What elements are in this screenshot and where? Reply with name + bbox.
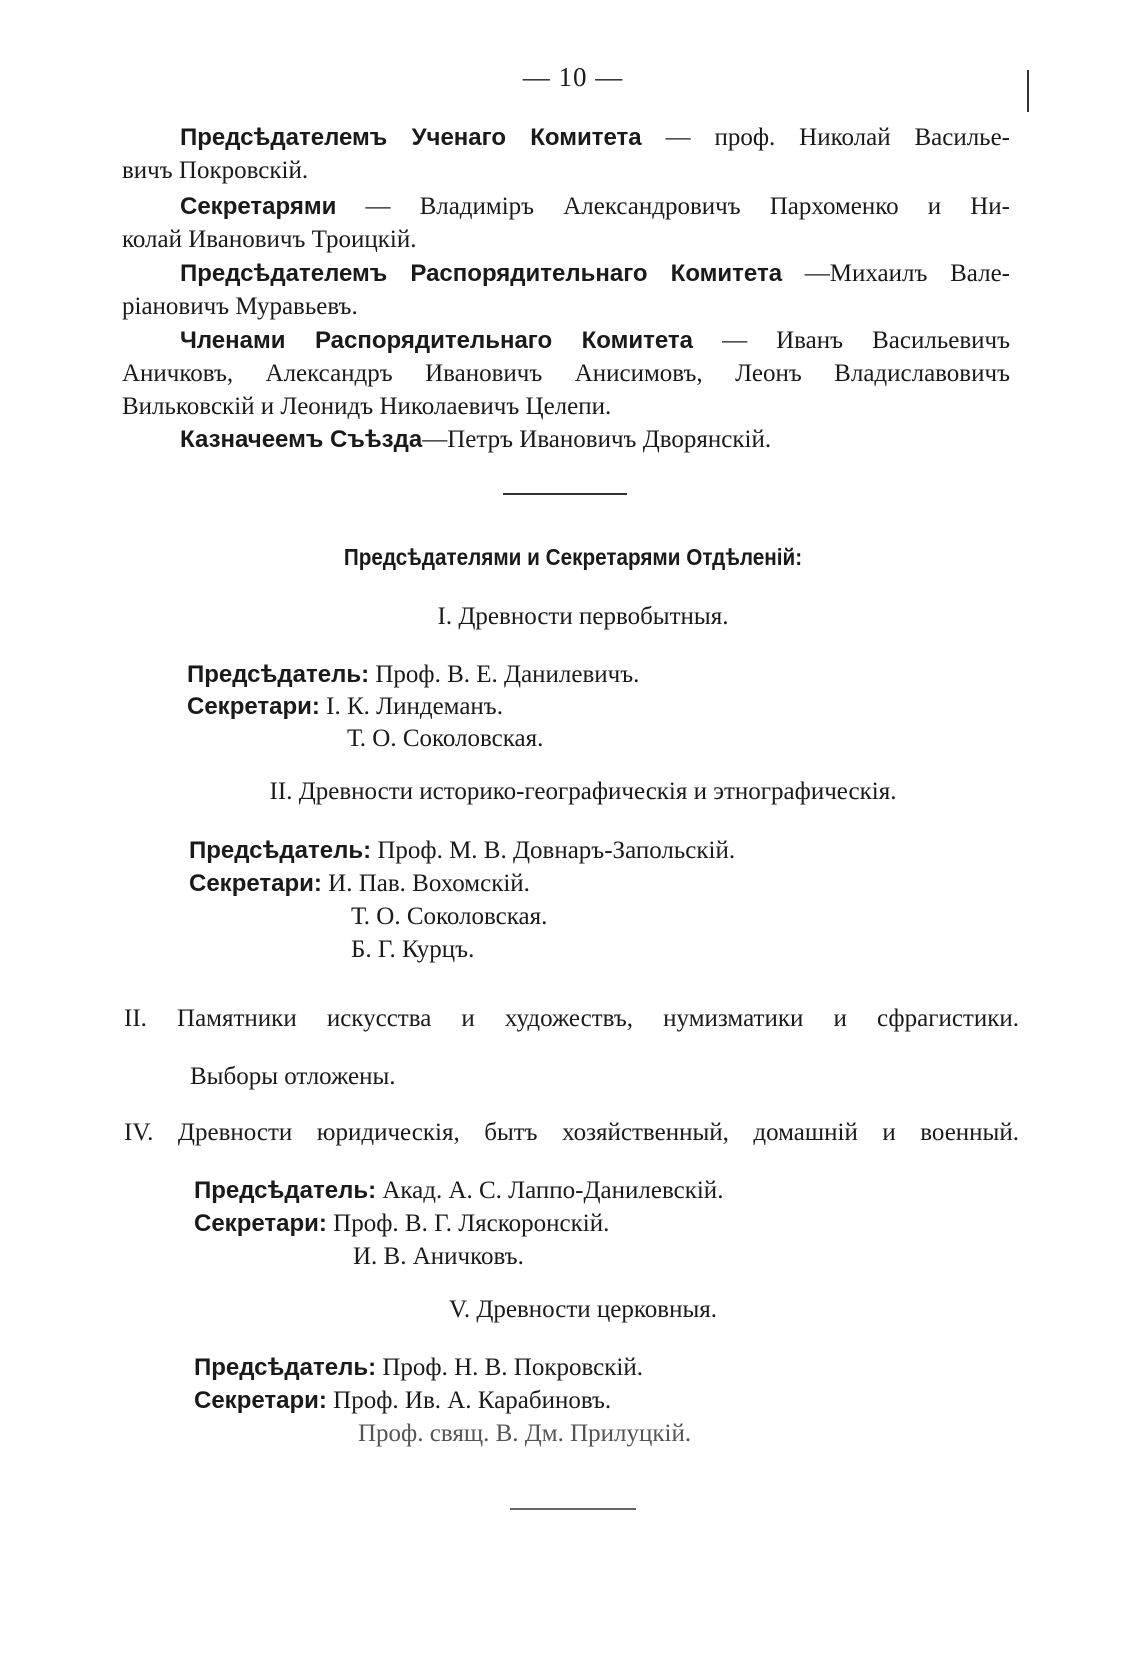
section-4-chair-label: Предсѣдатель: [194, 1177, 377, 1204]
section-4-title: IV. Древности юридическія, бытъ хозяйственный, домашній и военный. [124, 1119, 1019, 1146]
secretaries-line-1 [180, 191, 1010, 223]
sections-heading: Предсѣдателями и Секретарями Отдѣленій: [343, 544, 803, 570]
section-4-secretary-name: Проф. В. Г. Ляскоронскій. [333, 1210, 610, 1237]
section-2-chair [189, 835, 735, 867]
chair-admin-line-1 [180, 258, 1010, 290]
section-1-secretaries-label: Секретари: [187, 693, 320, 720]
section-3-title: II. Памятники искусства и художествъ, нумизматики и сфрагистики. [124, 1005, 1019, 1032]
members-admin-label: Членами Распорядительнаго Комитета [180, 327, 693, 354]
section-5-secretaries-label: Секретари: [194, 1387, 327, 1414]
section-4-secretary-1 [194, 1208, 609, 1240]
section-2-secretary-1 [189, 868, 530, 900]
section-4-chair [194, 1175, 723, 1207]
margin-mark [1027, 70, 1029, 112]
section-5-secretary-2: Проф. свящ. В. Дм. Прилуцкій. [358, 1420, 692, 1447]
members-admin-text: — Иванъ Васильевичъ [722, 327, 1011, 354]
section-5-chair [194, 1352, 643, 1384]
chair-scholarly-text: — проф. Николай Василье- [665, 124, 1011, 151]
chair-admin-text: —Михаилъ Вале- [804, 260, 1011, 287]
section-4-secretary-2: И. В. Аничковъ. [353, 1243, 524, 1270]
secretaries-text: — Владиміръ Александровичъ Пархоменко и Ни- [365, 193, 1010, 220]
section-2-secretary-2: Т. О. Соколовская. [351, 903, 548, 930]
section-5-secretary-1 [194, 1385, 611, 1417]
section-2-title: II. Древности историко-географическія и этнографическія. [269, 778, 897, 805]
section-1-chair-name: Проф. В. Е. Данилевичъ. [375, 661, 640, 688]
section-1-chair-label: Предсѣдатель: [187, 661, 370, 688]
chair-scholarly-line-2: вичъ Покровскій. [122, 157, 309, 184]
section-2-chair-label: Предсѣдатель: [189, 837, 372, 864]
treasurer-text: —Петръ Ивановичъ Дворянскій. [422, 426, 772, 453]
treasurer-label: Казначеемъ Съѣзда [180, 426, 423, 453]
chair-admin-line-2: ріановичъ Муравьевъ. [122, 293, 358, 320]
secretaries-label: Секретарями [180, 193, 337, 220]
chair-admin-label: Предсѣдателемъ Распорядительнаго Комитета [180, 260, 783, 287]
treasurer-line [180, 424, 771, 456]
section-1-title: I. Древности первобытныя. [437, 603, 729, 630]
section-divider [503, 493, 627, 495]
section-1-chair [187, 659, 639, 691]
section-2-secretary-name: И. Пав. Вохомскій. [328, 870, 530, 897]
section-2-chair-name: Проф. М. В. Довнаръ-Запольскій. [377, 837, 736, 864]
chair-scholarly-label: Предсѣдателемъ Ученаго Комитета [180, 124, 642, 151]
section-1-secretary-2: Т. О. Соколовская. [347, 725, 544, 752]
section-5-secretary-name: Проф. Ив. А. Карабиновъ. [333, 1387, 612, 1414]
members-admin-line-3: Вильковскій и Леонидъ Николаевичъ Целепи. [122, 393, 612, 420]
section-2-secretaries-label: Секретари: [189, 870, 322, 897]
end-divider [510, 1508, 636, 1510]
section-1-secretary-1 [187, 691, 503, 723]
section-4-secretaries-label: Секретари: [194, 1210, 327, 1237]
section-5-chair-name: Проф. Н. В. Покровскій. [382, 1354, 643, 1381]
section-1-secretary-name: I. К. Линдеманъ. [326, 693, 503, 720]
section-5-title: V. Древности церковныя. [448, 1296, 718, 1323]
page-number: — 10 — [522, 62, 624, 92]
members-admin-line-2: Аничковъ, Александръ Ивановичъ Анисимовъ, Леонъ Владиславовичъ [122, 360, 1010, 387]
secretaries-line-2: колай Ивановичъ Троицкій. [122, 226, 417, 253]
section-2-secretary-3: Б. Г. Курцъ. [351, 936, 475, 963]
section-3-note: Выборы отложены. [190, 1063, 396, 1090]
chair-scholarly-line-1 [180, 122, 1010, 154]
section-5-chair-label: Предсѣдатель: [194, 1354, 377, 1381]
members-admin-line-1 [180, 325, 1010, 357]
section-4-chair-name: Акад. А. С. Лаппо-Данилевскій. [382, 1177, 724, 1204]
